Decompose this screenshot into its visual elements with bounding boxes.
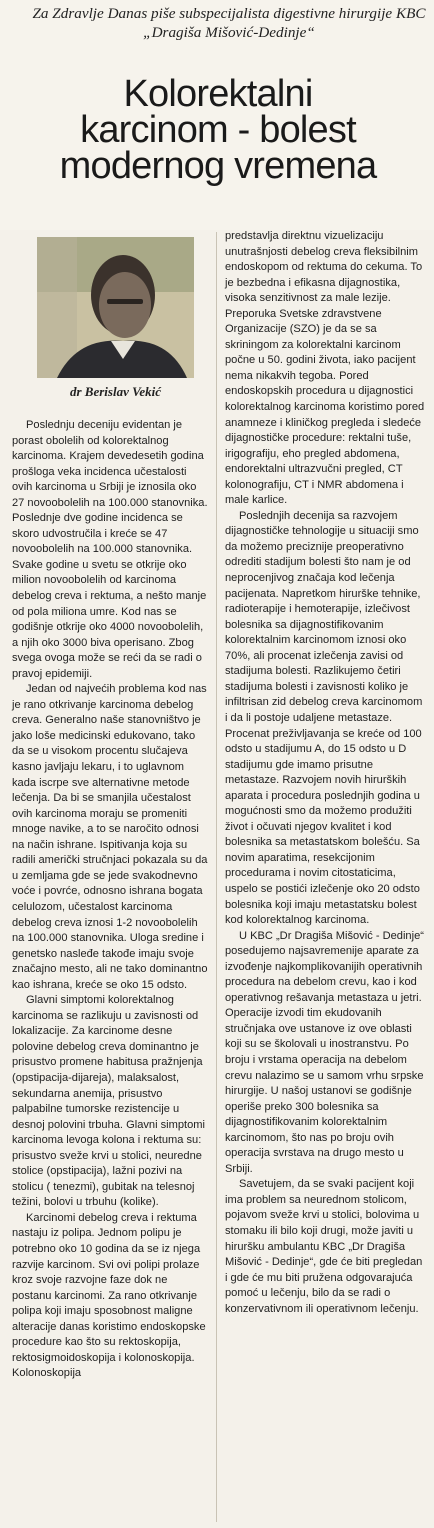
paragraph: predstavlja direktnu vizuelizaciju unutrašnjosti debelog creva fleksibilnim endoskopom od rektuma do cekuma. To je bezbedna i efikasna dijagnostika, visoka senzitivnost za male lezije. Preporuka Svetske zdravstvene Organizacije (SZO) je da se sa skriningom za kolorektalni karcinom počne u 50. godini života, iako pacijent nema nikakvih tegoba. Pored endoskopskih procedura u dijagnostici kolorektalnog karcinoma koristimo pored anamneze i kliničkog pregleda i sledeće dijagnostičke procedure: rektalni tuše, irigografiju, eho pregled abdomena, endorektalni ultrazvučni pregled, CT kolonografiju, CT i NMR abdomena i male karlice. [225,230,425,507]
paragraph: Glavni simptomi kolorektalnog karcinoma se razlikuju u zavisnosti od lokalizacije. Za karcinome desne polovine debelog creva dominantno je prisustvo promene habitusa pražnjenja (opstipacija-dijareja), malaksalost, sekundarna anemija, prisustvo palpabilne tumorske rezistencije u desnoj polovini trbuha. Glavni simptomi karcinoma levoga kolona i rektuma su: prisustvo sveže krvi u stolici, neuredne stolice (opstipacija), lažni pozivi na stolicu ( tenezmi), gubitak na telesnoj težini, bolovi u trbuhu (kolike). [12,994,206,1209]
right-column [225,229,425,1317]
paragraph: Savetujem, da se svaki pacijent koji ima problem sa neurednom stolicom, pojavom sveže krvi u stolici, bolovima u stomaku ili bilo koji drugi, može javiti u hiruršku ambulantu KBC „Dr Dragiša Mišović - Dedinje“, gde će biti pregledan i gde će mu biti pružena odgovarajuća pomoć u lečenju, bilo da se radi o konzervativnom ili operativnom lečenju. [225,1178,423,1315]
paragraph: Poslednju deceniju evidentan je porast obolelih od kolorektalnog karcinoma. Krajem devedesetih godina prošloga veka incidenca učestalosti ovih karcinoma u Srbiji je iznosila oko 27 novoobolelih na 100.000 stanovnika. Poslednje dve godine incidenca se skoro udvostručila i kreće se 47 novoobolelih na 100.000 stanovnika. Svake godine u svetu se otkrije oko milion novoobolelih od karcinoma debelog creva i rektuma, a nešto manje od pola miliona umre. Kod nas se godišnje otkrije oko 4000 novoobolelih, a njih oko 3000 biva operisano. Zbog svega ovoga može se reći da se radi o pravoj epidemiji. [12,419,208,680]
headline-line-1: Kolorektalni [123,73,313,115]
left-column [12,418,208,1382]
column-divider [216,232,217,1522]
photo-caption: dr Berislav Vekić [70,384,161,399]
paragraph: Poslednjih decenija sa razvojem dijagnostičke tehnologije u situaciji smo da možemo preciznije preoperativno odrediti stadijum bolesti što nam je od neprocenjivog značaja kod lečenja pacijenata. Napretkom hirurške tehnike, radioterapije i hemoterapije, izlečivost bolesnika sa dijagnostifikovanim kolorektalnim karcinomom iznosi oko 70%, ali procenat izlečenja zavisi od stadijuma bolesti. Razlikujemo četiri stadijuma bolesti i zavisnosti koliko je infiltrisan zid debelog creva karcinomom i da li postoje udaljene metastaze. Procenat preživljavanja se kreće od 100 odsto u stadijumu A, do 15 odsto u D stadijumu gde imamo prisutne metastaze. Razvojem novih hirurških aparata i procedura poslednjih godina u mogućnosti smo da možemo produžiti život i očuvati njegov kvalitet i kod bolesnika sa metastatskom bolešću. Sa novim aparatima, resekcijonim procedurama i novim citostaticima, uspelo se postići izlečenje oko 20 odsto bolesnika koji imaju metastatsku bolest kod kolorektalnog karcinoma. [225,509,423,927]
author-portrait-icon [37,237,194,378]
headline-line-3: modernog vremena [59,145,377,187]
article-kicker: Za Zdravlje Danas piše subspecijalista digestivne hirurgije KBC „Dragiša Mišović-Dedinje“ [32,5,426,41]
paragraph: Karcinomi debelog creva i rektuma nastaju iz polipa. Jednom polipu je potrebno oko 10 godina da se iz njega razvije karcinom. Svi ovi polipi prolaze kroz svoje razvojne faze dok ne postanu karcinomi. Za rano otkrivanje polipa koji imaju sposobnost maligne alteracije danas koristimo endoskopske procedure kao što su rektoskopija, rektosigmoidoskopija i kolonoskopija. Kolonoskopija [12,1211,206,1380]
paragraph: U KBC „Dr Dragiša Mišović - Dedinje“ posedujemo najsavremenije aparate za izvođenje najkomplikovanijih operativnih procedura na debelom crevu, kao i kod operativnog rešavanja metastaza u jetri. Operacije izvodi tim ekudovanih stručnjaka ove ustanove iz ove oblasti koji su se školovali u inostranstvu. Po broju i vrstama operacija na debelom crevu nalazimo se u samom vrhu srpske hirurgije. U našoj ustanovi se godišnje operiše preko 300 bolesnika sa dijagnostifikovanim kolorektalnim karcinomom, što nas po broju ovih operacija svrstava na drugo mesto u Srbiji. [225,929,424,1175]
paragraph: Jedan od najvećih problema kod nas je rano otkrivanje karcinoma debelog creva. Generalno naše stanovništvo je jako loše medicinski edukovano, tako da se u visokom procentu slučajeva kasno javljaju lekaru, i to uglavnom kada iscrpe sve alternativne metode lečenja. Da bi se smanjila učestalost ovih karcinoma moraju se promeniti mnoge navike, a to se naročito odnosi na način ishrane. Ispitivanja koja su radili američki stručnjaci pokazala su da u zemljama gde se jede svakodnevno voće i povrće, odnosno ishrana bogata celulozom, učestalost karcinoma debelog creva iznosi 1-2 novoobolelih na 100.000 stanovnika. Uloga sredine i genetsko nasleđe takođe imaju svoje značajno mesto, ali ne tako dominantno kao ishrana, kreće se oko 15 odsto. [12,683,208,991]
article-headline [8,73,428,187]
author-photo [37,237,194,378]
headline-line-2: karcinom - bolest [80,109,356,151]
